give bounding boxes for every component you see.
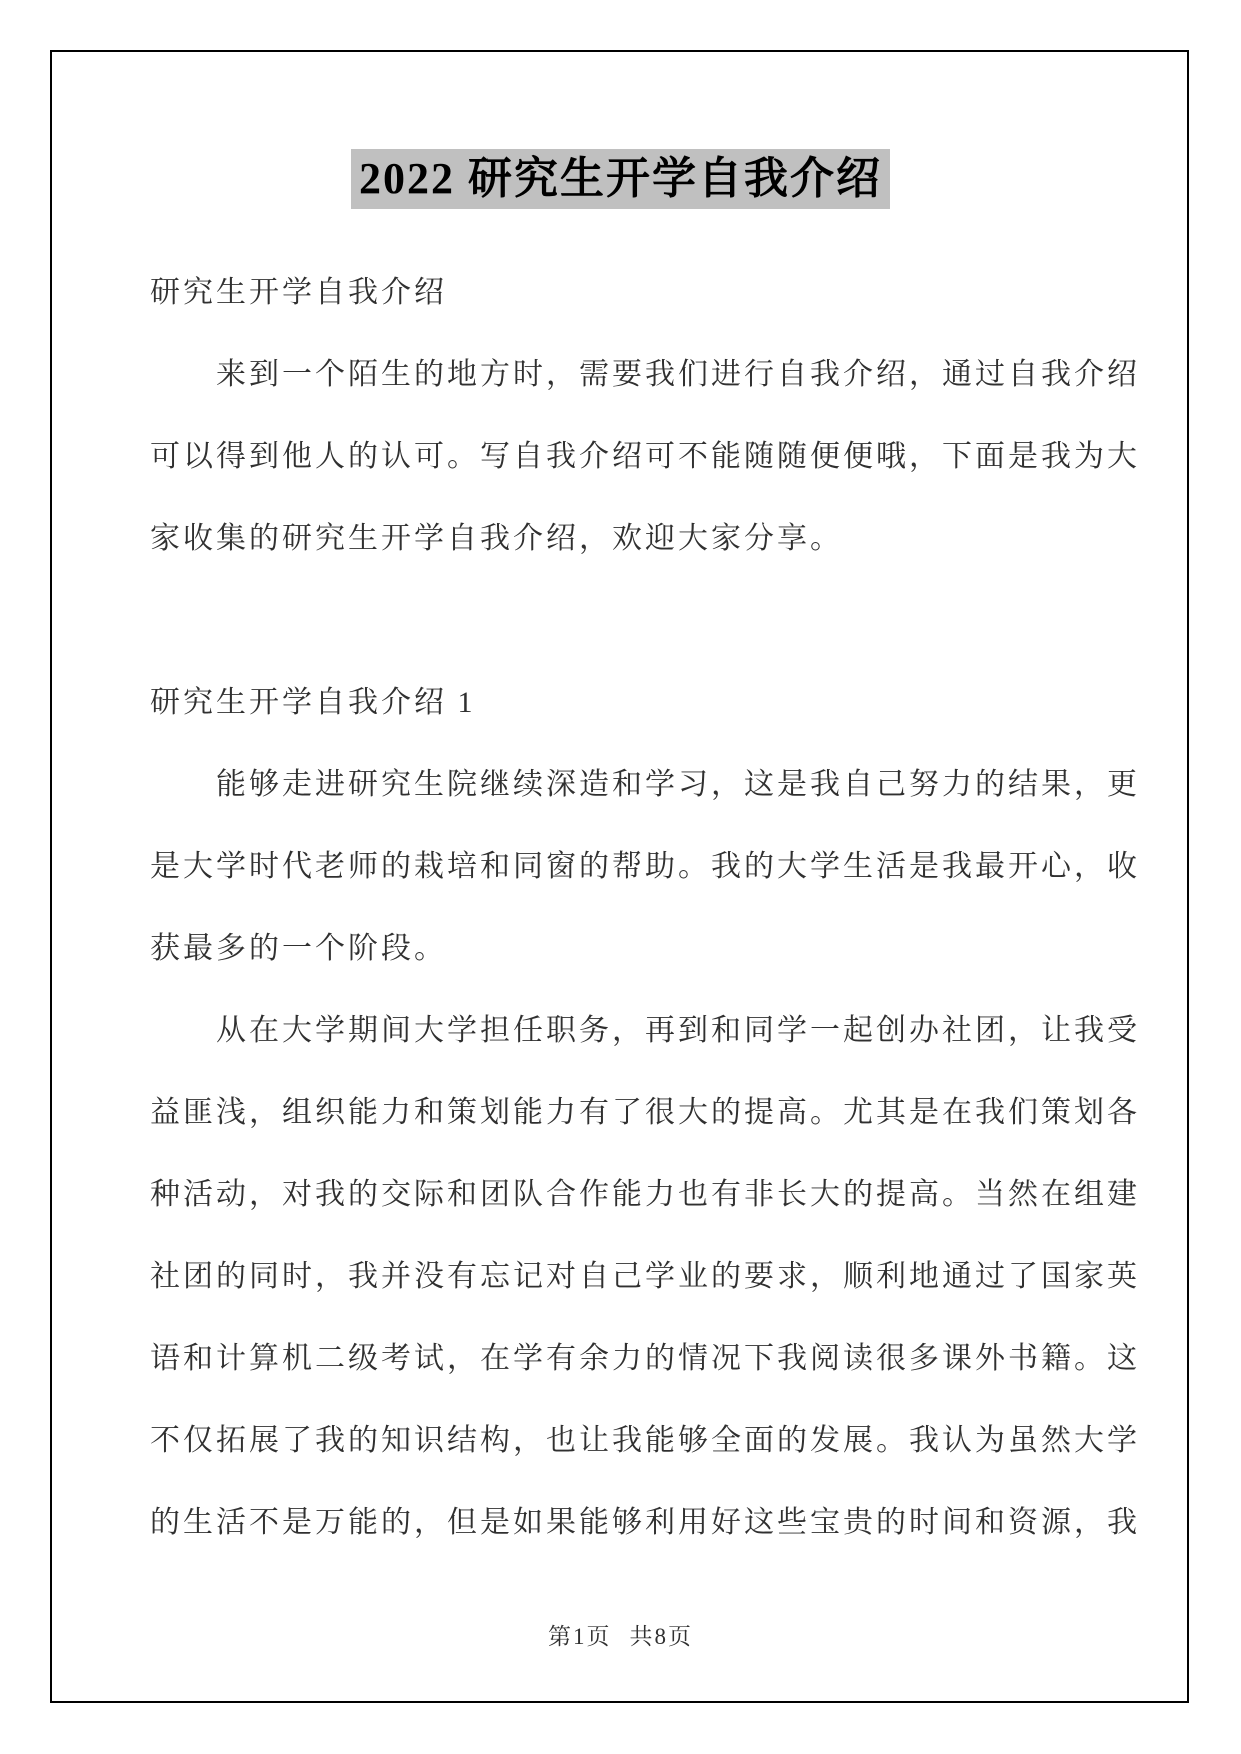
blank-line: [150, 580, 1162, 662]
text-line: 是大学时代老师的栽培和同窗的帮助。我的大学生活是我最开心，收: [150, 850, 1140, 883]
total-pages-label: 共8页: [629, 1624, 693, 1649]
title-row: [0, 149, 1241, 209]
document-title: 2022 研究生开学自我介绍: [351, 149, 890, 209]
text-line: 研究生开学自我介绍 1: [150, 686, 476, 719]
current-page-label: 第1页: [548, 1624, 612, 1649]
text-line: 研究生开学自我介绍: [150, 276, 447, 309]
text-line: 种活动，对我的交际和团队合作能力也有非长大的提高。当然在组建: [150, 1178, 1140, 1211]
text-line: 的生活不是万能的，但是如果能够利用好这些宝贵的时间和资源，我: [150, 1506, 1140, 1539]
text-line: 益匪浅，组织能力和策划能力有了很大的提高。尤其是在我们策划各: [150, 1096, 1140, 1129]
text-line: 来到一个陌生的地方时，需要我们进行自我介绍，通过自我介绍: [216, 358, 1140, 391]
text-line: 获最多的一个阶段。: [150, 932, 447, 965]
document-body: [150, 252, 1162, 1564]
text-line: 可以得到他人的认可。写自我介绍可不能随随便便哦，下面是我为大: [150, 440, 1140, 473]
text-line: 社团的同时，我并没有忘记对自己学业的要求，顺利地通过了国家英: [150, 1260, 1140, 1293]
page-footer: [0, 1612, 1241, 1662]
text-line: 能够走进研究生院继续深造和学习，这是我自己努力的结果，更: [216, 768, 1140, 801]
text-line: 从在大学期间大学担任职务，再到和同学一起创办社团，让我受: [216, 1014, 1140, 1047]
text-line: 语和计算机二级考试，在学有余力的情况下我阅读很多课外书籍。这: [150, 1342, 1140, 1375]
text-line: 不仅拓展了我的知识结构，也让我能够全面的发展。我认为虽然大学: [150, 1424, 1140, 1457]
text-line: 家收集的研究生开学自我介绍，欢迎大家分享。: [150, 522, 843, 555]
